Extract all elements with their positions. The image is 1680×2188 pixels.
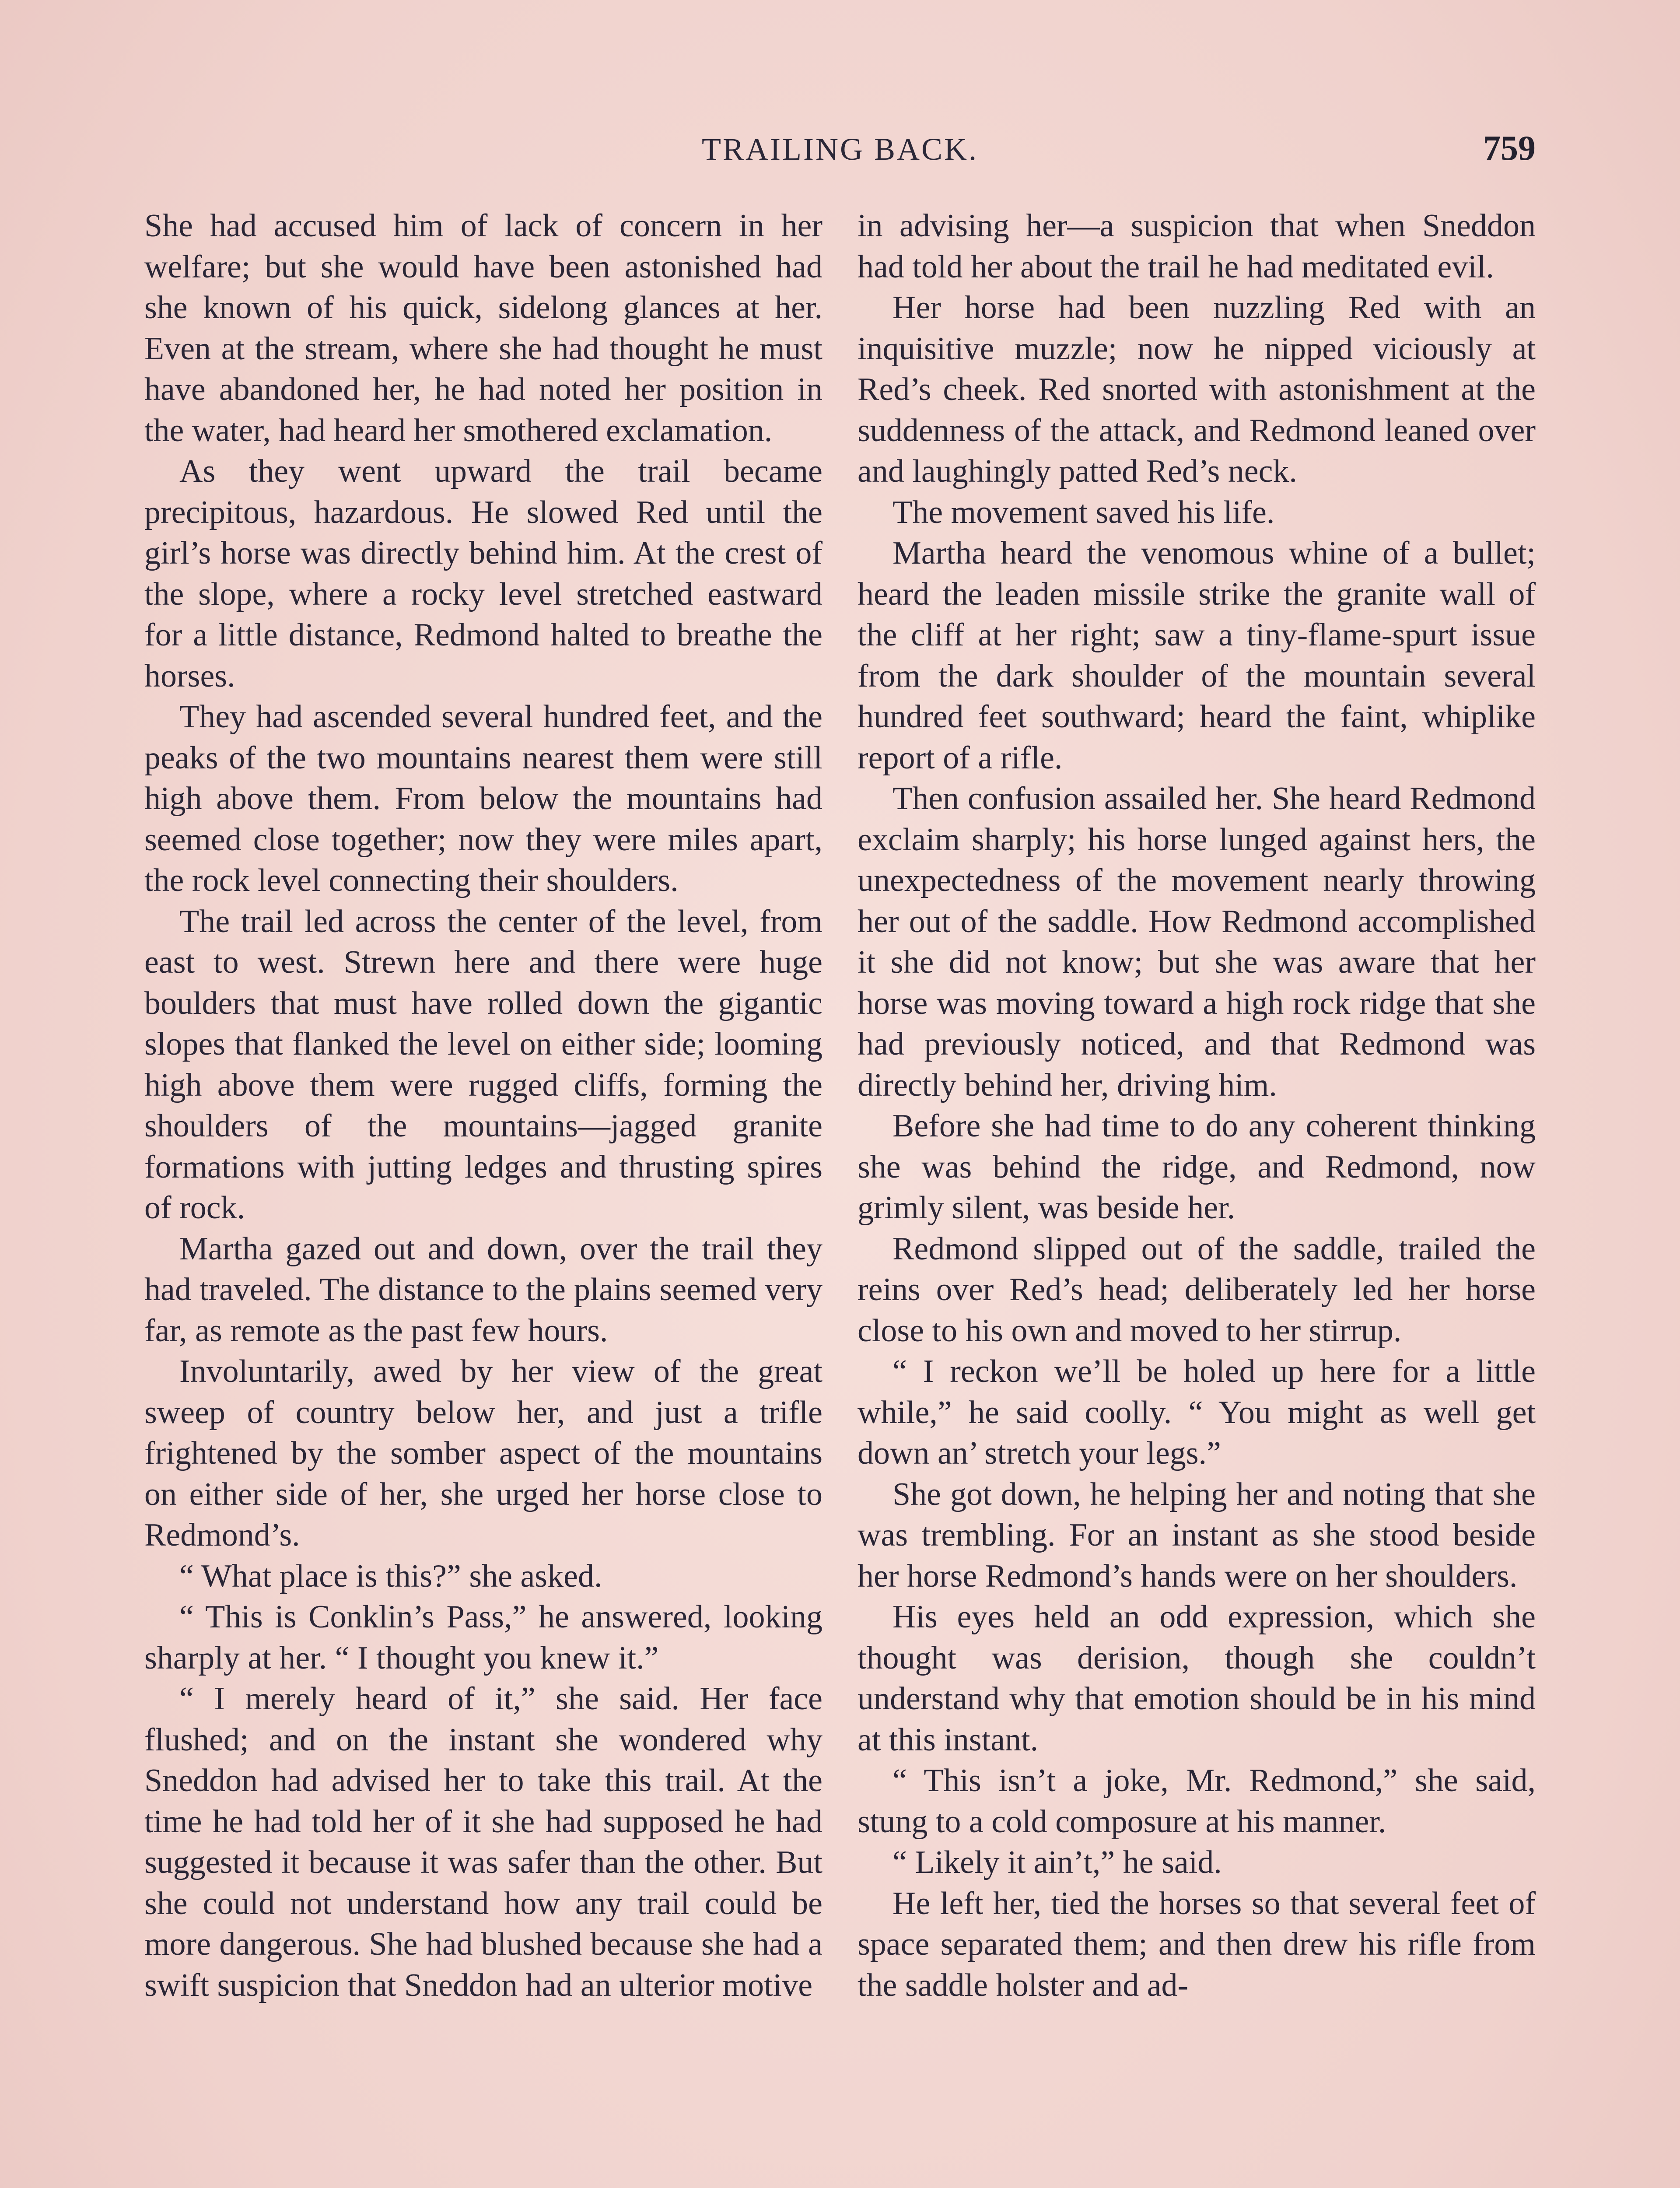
paragraph: “ I merely heard of it,” she said. Her face flushed; and on the instant she wondered why Sneddon had advised her to take this trail. At the time he had told her of it she had supposed he had suggested it because it was safer than the other. But she could not understand how any trail could be more dangerous. She had blushed because she had a swift suspicion that Sneddon had an ulterior motive [144,1681,822,2003]
paragraph: The trail led across the center of the level, from east to west. Strewn here and there were huge boulders that must have rolled down the gigantic slopes that flanked the level on either side; looming high above them were rugged cliffs, forming the shoulders of the mountains—jagged granite formations with jutting ledges and thrusting spires of rock. [144,903,822,1226]
paragraph: Her horse had been nuzzling Red with an inquisitive muzzle; now he nipped viciously at Red’s cheek. Red snorted with astonishment at the suddenness of the attack, and Redmond leaned over and laughingly patted Red’s neck. [858,290,1536,489]
paragraph: His eyes held an odd expression, which she thought was derision, though she couldn’t understand why that emotion should be in his mind at this instant. [858,1599,1536,1758]
paragraph: in advising her—a suspicion that when Sneddon had told her about the trail he had meditated evil. [858,208,1536,285]
page-header [0,131,1680,179]
paragraph: “ This isn’t a joke, Mr. Redmond,” she said, stung to a cold composure at his manner. [858,1763,1536,1840]
paragraph: Martha gazed out and down, over the trail they had traveled. The distance to the plains seemed very far, as remote as the past few hours. [144,1231,822,1349]
paragraph: He left her, tied the horses so that several feet of space separated them; and then drew his rifle from the saddle holster and ad- [858,1885,1536,2003]
paragraph: She had accused him of lack of concern in her welfare; but she would have been astonished had she known of his quick, sidelong glances at her. Even at the stream, where she had thought he must have abandoned her, he had noted her position in the water, had heard her smothered exclamation. [144,208,822,449]
paragraph: Martha heard the venomous whine of a bullet; heard the leaden missile strike the granite wall of the cliff at her right; saw a tiny-flame-spurt issue from the dark shoulder of the mountain several hundred feet southward; heard the faint, whiplike report of a rifle. [858,535,1536,776]
left-column [144,206,822,2006]
paragraph: Involuntarily, awed by her view of the great sweep of country below her, and just a trifle frightened by the somber aspect of the mountains on either side of her, she urged her horse close to Redmond’s. [144,1353,822,1553]
paragraph: “ What place is this?” she asked. [179,1558,602,1594]
paragraph: “ This is Conklin’s Pass,” he answered, looking sharply at her. “ I thought you knew it.” [144,1599,822,1676]
paragraph: Before she had time to do any coherent thinking she was behind the ridge, and Redmond, now grimly silent, was beside her. [858,1108,1536,1226]
paragraph: As they went upward the trail became precipitous, hazardous. He slowed Red until the girl’s horse was directly behind him. At the crest of the slope, where a rocky level stretched eastward for a little distance, Redmond halted to breathe the horses. [144,453,822,694]
right-column [858,206,1536,2006]
paragraph: “ I reckon we’ll be holed up here for a little while,” he said coolly. “ You might as well get down an’ stretch your legs.” [858,1353,1536,1471]
paragraph: They had ascended several hundred feet, and the peaks of the two mountains nearest them were still high above them. From below the mountains had seemed close together; now they were miles apart, the rock level connecting their shoulders. [144,699,822,898]
page-number: 759 [1483,129,1536,168]
paragraph: Redmond slipped out of the saddle, trailed the reins over Red’s head; deliberately led her horse close to his own and moved to her stirrup. [858,1231,1536,1349]
paragraph: “ Likely it ain’t,” he said. [892,1844,1222,1880]
paragraph: The movement saved his life. [892,494,1275,530]
running-title: TRAILING BACK. [702,132,978,167]
paragraph: She got down, he helping her and noting that she was trembling. For an instant as she stood beside her horse Redmond’s hands were on her shoulders. [858,1476,1536,1594]
paragraph: Then confusion assailed her. She heard Redmond exclaim sharply; his horse lunged against hers, the unexpectedness of the movement nearly throwing her out of the saddle. How Redmond accomplished it she did not know; but she was aware that her horse was moving toward a high rock ridge that she had previously noticed, and that Redmond was directly behind her, driving him. [858,781,1536,1103]
